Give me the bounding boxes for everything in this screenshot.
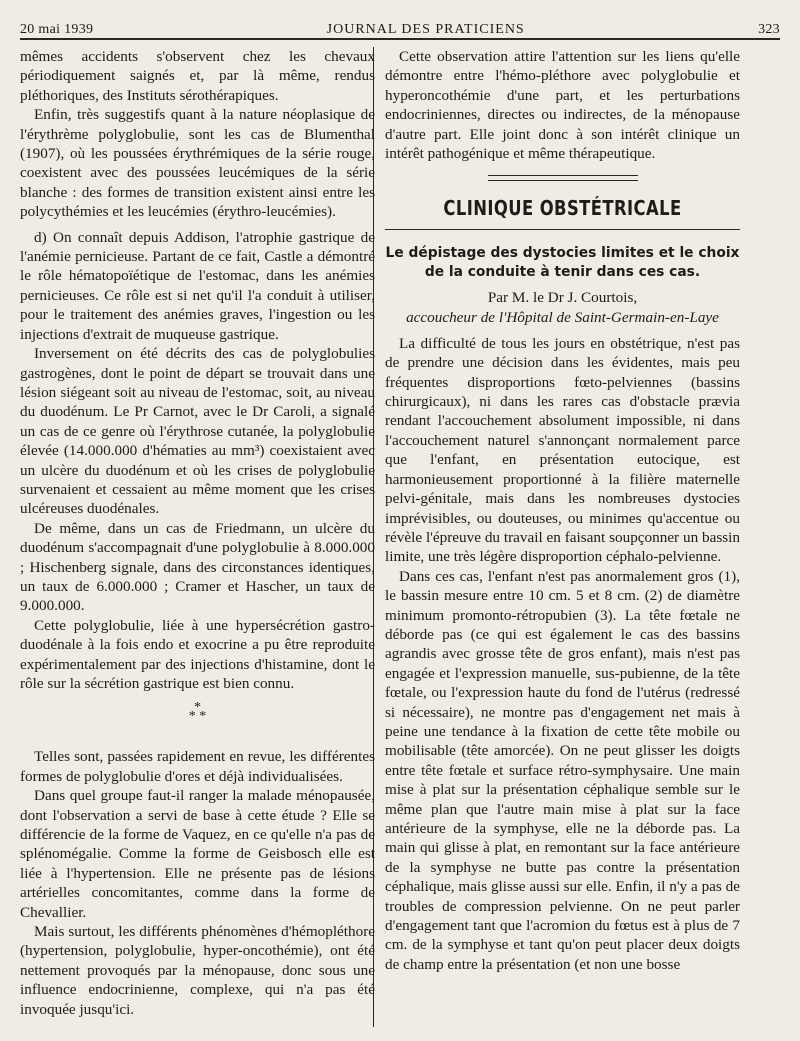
paragraph: Cette polyglobulie, liée à une hypersécrétion gastro-duodénale à la fois endo et exocrine a pu être reproduite expérimentalement par des injections d'histamine, dont le rôle sur la sécrétion gastrique est bien connu.: [20, 616, 375, 692]
header-rule: [20, 38, 780, 40]
author-affiliation: accoucheur de l'Hôpital de Saint-Germain-en-Laye: [406, 308, 719, 326]
left-column: [20, 47, 375, 1019]
header-date: 20 mai 1939: [20, 22, 94, 37]
paragraph: La difficulté de tous les jours en obstétrique, n'est pas de prendre une décision dans les évidentes, mais peu fréquentes disproportions fœto-pelviennes (bassins chirurgicaux), ni dans les rares cas d'obstacle prævia rendant l'accouchement absolument impossible, ni dans l'accouchement naturel s'annonçant normalement parce que l'enfant, en présentation eutocique, est harmonieusement proportionné à la filière maternelle pelvi-génitale, mais dans les nombreuses dystocies imprévisibles, ou douteuses, ou minimes qu'accentue ou révèle l'épreuve du travail en faisant soupçonner un bassin limite, une très légère disproportion céphalo-pelvienne.: [385, 334, 740, 566]
paragraph: Mais surtout, les différents phénomènes d'hémopléthore (hypertension, polyglobulie, hyper-oncothémie), ont été nettement provoqués par la ménopause, donc sous une influence endocrinienne, complexe, qui n'a pas été invoquée jusqu'ici.: [20, 923, 375, 1018]
paragraph: Dans ces cas, l'enfant n'est pas anormalement gros (1), le bassin mesure entre 10 cm. 5 et 8 cm. (2) de diamètre minimum promonto-rétropubien (3). La tête fœtale ne déborde pas (ce qui est également le cas des bassins agrandis avec grosse tête de gros enfant), mais n'est pas engagée et l'expression manuelle, sus-pubienne, de la tête fœtale, ou l'expression haute du fond de l'utérus (redressé si nécessaire), ne montre pas d'engagement net mais à peine une tendance à la fixation de cette tête mobile ou mobilisable (tête amorcée). On ne peut glisser les doigts entre tête fœtale et surface rétro-symphysaire. Une main mise à plat sur la présentation céphalique semble sur le même plan que l'autre main mise à plat sur la face antérieure de la symphyse, elle ne la déborde pas. La main qui glisse à plat, en remontant sur la face antérieure de la symphyse ne butte pas contre la présentation céphalique, mais glisse aussi sur elle. Enfin, il n'y a pas de troubles de compression pelvienne. On ne peut parler d'engagement tant que l'acromion du fœtus est à plus de 7 cm. de la symphyse et tant qu'on peut placer deux doigts de champ entre la présentation (et non une bosse: [385, 567, 740, 973]
header-journal-title: JOURNAL DES PRATICIENS: [326, 22, 525, 37]
paragraph: mêmes accidents s'observent chez les chevaux périodiquement saignés et, par là même, rendus pléthoriques, des Instituts sérothérapiques.: [20, 48, 375, 104]
paragraph: d) On connaît depuis Addison, l'atrophie gastrique de l'anémie pernicieuse. Partant de ce fait, Castle a démontré le rôle hématopoïétique de l'estomac, dans les anémies pernicieuses. Ce rôle est si net qu'il l'a conduit à utiliser, pour le traitement des anémies graves, l'ingestion ou les injections d'extrait de muqueuse gastrique.: [20, 228, 375, 343]
paragraph: De même, dans un cas de Friedmann, un ulcère du duodénum s'accompagnait d'une polyglobulie à 8.000.000 ; Hischenberg signale, dans des circonstances identiques, un taux de 6.000.000 ; Cramer et Hascher, un taux de 9.000.000.: [20, 519, 375, 615]
paragraph: Inversement on été décrits des cas de polyglobulies gastrogènes, dont le point de départ se trouvait dans une lésion siégeant soit au niveau de l'estomac, soit, au niveau du duodénum. Le Pr Carnot, avec le Dr Caroli, a signalé un cas de ce genre où l'érythrose cutanée, la polyglobulie élevée (14.000.000 d'hématies au mm³) coexistaient avec un ulcère du duodénum et où les crises de polyglobulie survenaient et cessaient au même moment que les crises ulcéreuses duodénales.: [20, 345, 375, 518]
paragraph: Dans quel groupe faut-il ranger la malade ménopausée, dont l'observation a servi de base à cette étude ? Elle se différencie de la forme de Vaquez, en ce qu'elle n'a pas de splénomégalie. Comme la forme de Geisbosch elle est liée à l'hypertension. Elle ne présente pas de lésions artérielles concomitantes, comme dans la forme de Chevallier.: [20, 787, 375, 921]
paragraph: Telles sont, passées rapidement en revue, les différentes formes de polyglobulie d'ores et déjà individualisées.: [20, 748, 375, 785]
running-header: [20, 14, 780, 38]
header-page-number: 323: [758, 22, 780, 37]
intro-paragraph: Cette observation attire l'attention sur les liens qu'elle démontre entre l'hémo-pléthore avec polyglobulie et hyperoncothémie d'une part, et les perturbations endocriniennes, directes ou indirectes, de la ménopause d'autre part. Elle joint donc à son intérêt clinique un intérêt pathogénique et même thérapeutique.: [385, 48, 740, 163]
article-title: Le dépistage des dystocies limites et le choix de la conduite à tenir dans ces cas.: [385, 244, 740, 280]
paragraph: Enfin, très suggestifs quant à la nature néoplasique de l'érythrème polyglobulie, sont les cas de Blumenthal (1907), où les poussées érythrémiques de la série rouge, coexistent avec des poussées leucémiques de la série blanche : des formes de transition existent ainsi entre les polycythémies et les leucémies (érythro-leucémies).: [20, 106, 375, 221]
asterism-separator: * * *: [188, 700, 207, 725]
section-double-rule: [488, 175, 638, 181]
section-rule: [385, 229, 740, 230]
right-column: [385, 47, 740, 974]
author-byline: Par M. le Dr J. Courtois,: [487, 288, 638, 306]
section-title: CLINIQUE OBSTÉTRICALE: [443, 196, 682, 221]
